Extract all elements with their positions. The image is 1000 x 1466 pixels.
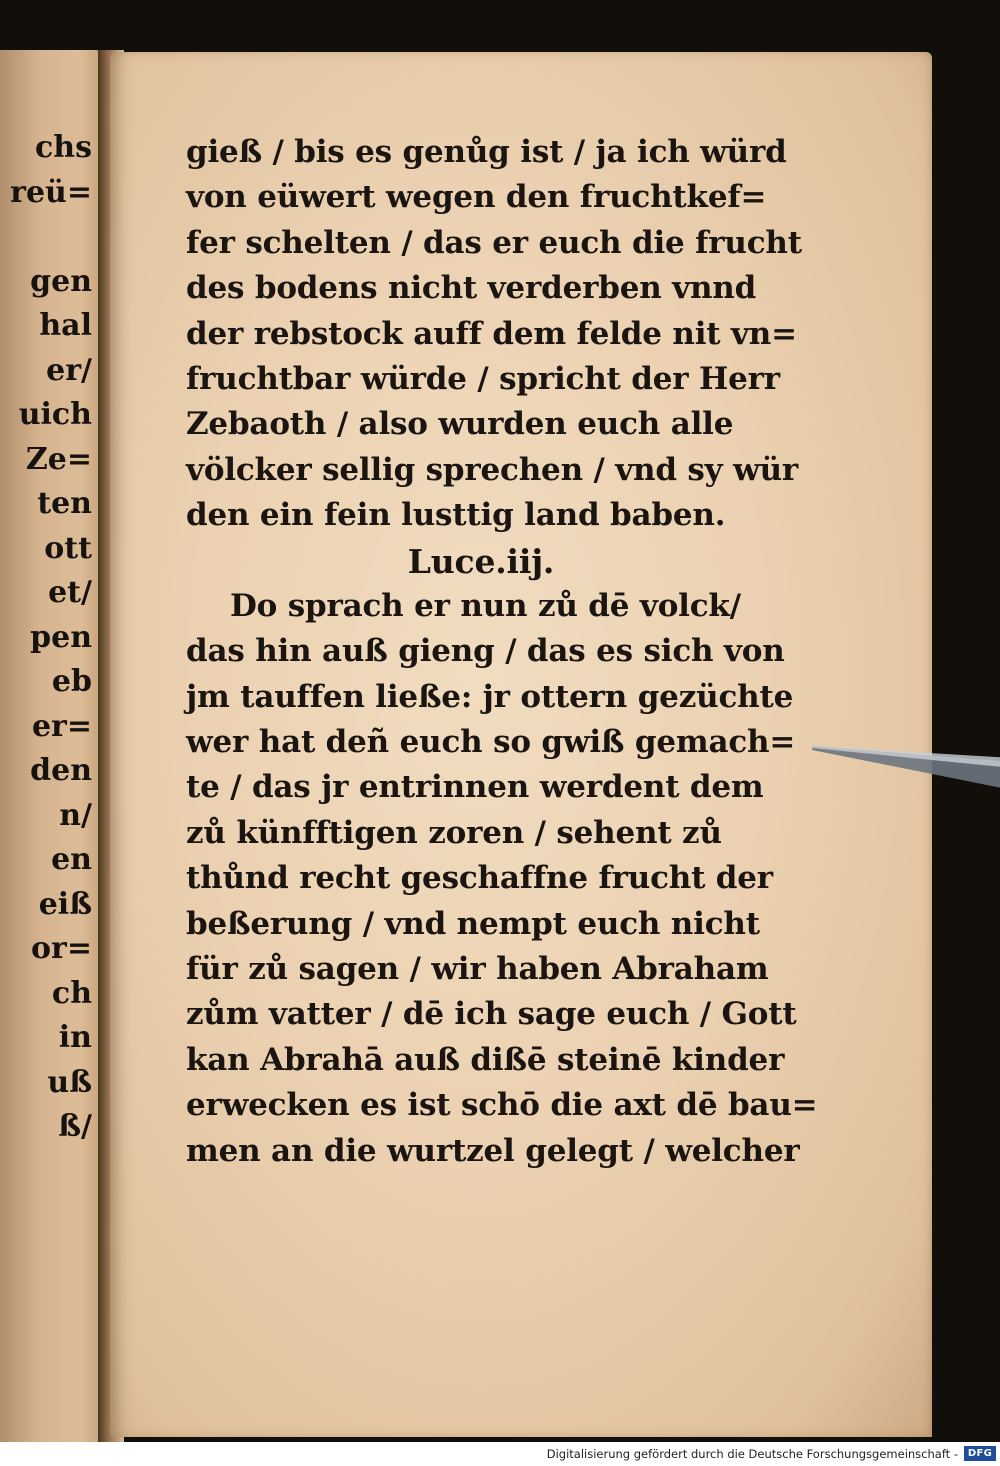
previous-page-line: ott [44,530,92,566]
previous-page-line: et/ [48,575,92,610]
previous-page-line: reü= [10,174,92,210]
section-heading: Luce.iij. [407,541,555,581]
previous-page-line: eb [51,664,92,699]
text-line: erwecken es ist schō die axt dē bau= [186,1087,818,1124]
previous-page-line: er= [31,708,92,744]
text-line: von eüwert wegen den fruchtkef= [186,179,767,216]
dfg-logo: DFG [964,1446,996,1461]
text-line: zů künfftigen zoren / sehent zů [186,814,722,851]
text-line: thůnd recht geschaffne frucht der [186,860,773,897]
previous-page-line: Ze= [25,441,92,477]
text-line: wer hat deñ euch so gwiß gemach= [186,724,796,761]
text-line: fer schelten / das er euch die frucht [186,224,802,261]
previous-page-line: pen [30,619,92,655]
previous-page-line: or= [31,931,92,966]
previous-page-line: chs [35,130,92,165]
text-line: jm tauffen ließe: jr ottern gezüchte [186,678,794,715]
text-line: Do sprach er nun zů dē volck/ [230,587,741,624]
previous-page-line [0,215,92,260]
text-line: das hin auß gieng / das es sich von [186,633,785,670]
text-line: fruchtbar würde / spricht der Herr [186,360,780,397]
text-line: den ein fein lusttig land baben. [186,497,726,534]
previous-page-fragment [0,50,100,1442]
page-text-block [186,130,818,1174]
text-line: Zebaoth / also wurden euch alle [186,406,734,443]
previous-page-line: in [58,1020,92,1055]
text-line: beßerung / vnd nempt euch nicht [186,905,760,942]
text-line: des bodens nicht verderben vnnd [186,270,757,307]
previous-page-line: den [30,753,92,788]
text-line: völcker sellig sprechen / vnd sy wür [186,451,799,488]
page-holder-needle [812,728,1000,788]
previous-page-line: uich [18,397,92,432]
text-line: zům vatter / dē ich sage euch / Gott [186,996,797,1033]
previous-page-line: hal [39,308,92,343]
text-line: für zů sagen / wir haben Abraham [186,951,769,988]
previous-page-line: gen [30,263,92,299]
book-page [110,52,932,1437]
previous-page-line: uß [47,1064,92,1100]
previous-page-line: ß/ [58,1109,92,1144]
previous-page-line: en [51,842,92,877]
text-line: te / das jr entrinnen werdent dem [186,769,764,806]
funding-credit: Digitalisierung gefördert durch die Deutsche Forschungsgemeinschaft - [546,1447,958,1461]
previous-page-line: ch [51,975,92,1011]
previous-page-text [0,126,92,1150]
previous-page-line: er/ [46,352,92,388]
footer-bar [0,1442,1000,1466]
text-line: gieß / bis es genůg ist / ja ich würd [186,134,787,170]
text-line: men an die wurtzel gelegt / welcher [186,1132,800,1169]
previous-page-line: eiß [38,886,92,922]
text-line: kan Abrahā auß dißē steinē kinder [186,1041,785,1078]
previous-page-line: n/ [59,797,92,833]
text-line: der rebstock auff dem felde nit vn= [186,315,797,352]
previous-page-line: ten [37,486,92,521]
